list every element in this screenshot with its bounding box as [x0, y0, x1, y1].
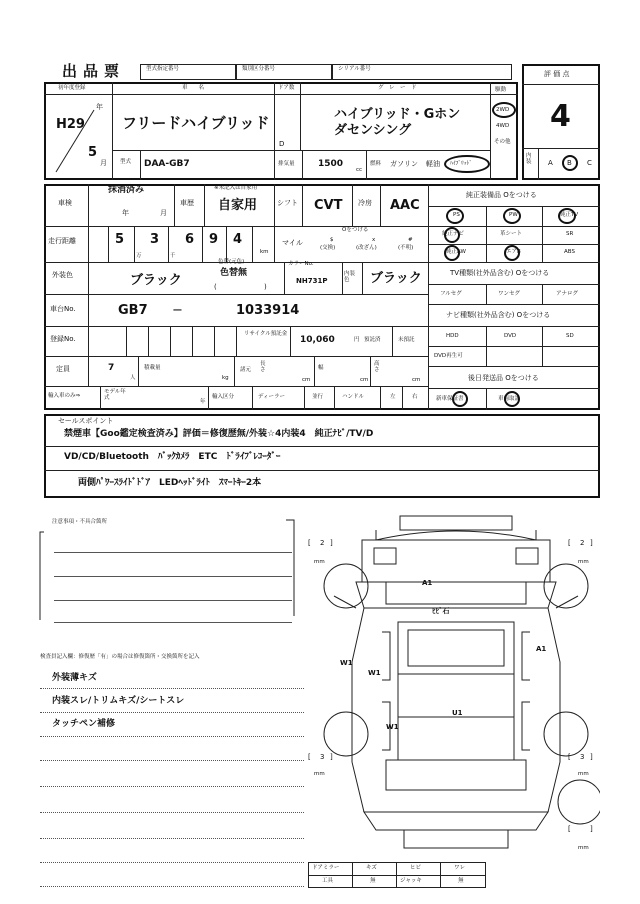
fuel-label: 燃料	[370, 161, 382, 167]
navi-dvd: DVD	[504, 333, 517, 339]
tire-fl-depth: 2	[320, 539, 325, 547]
mileage-sen: 千	[170, 253, 176, 259]
meter-mark3: #	[408, 237, 413, 243]
car-name: フリードハイブリッド	[122, 114, 270, 132]
navi-hdd: HDD	[446, 333, 459, 339]
color-value: ブラック	[130, 273, 182, 288]
month-suffix: 月	[100, 159, 107, 167]
mileage-label: 走行距離	[48, 237, 76, 245]
recycle-value: 10,060	[300, 335, 335, 345]
equip-tv-circle	[558, 208, 579, 224]
car-name-label: 車 名	[182, 85, 205, 91]
handle-label: ハンドル	[342, 394, 365, 400]
dims-label: 諸元	[240, 367, 252, 373]
equip-navi-circle	[444, 227, 460, 243]
tire-fr-mm: mm	[578, 559, 589, 565]
doors-label: ドア数	[278, 85, 295, 91]
load-unit: kg	[222, 375, 229, 381]
spare-open: [	[568, 825, 571, 833]
later-warranty-circle	[452, 391, 468, 407]
damage-hibi-ishi: ﾋﾋﾞ石	[432, 607, 450, 615]
tire-fl-close: ]	[330, 539, 333, 547]
tire-rl-open: [	[308, 753, 311, 761]
capacity-label: 定員	[56, 365, 70, 373]
ruibetsu-label: 類別区分番号	[242, 66, 276, 72]
displacement-value: 1500	[318, 159, 344, 169]
color-paren-open: (	[214, 283, 217, 291]
acc-door-mirror: ドアミラー	[312, 865, 340, 871]
acc-hibi: ヒビ	[410, 865, 422, 871]
interior-b: B	[567, 159, 572, 167]
equip-ps-circle	[446, 208, 464, 224]
acc-tools-value: 無	[370, 878, 376, 884]
handle-left: 左	[390, 394, 396, 400]
recycle-unpaid: 未預託	[398, 337, 415, 343]
recycle-label: リサイクル預託金	[244, 331, 288, 337]
drive-other: その他	[494, 139, 511, 145]
chassis-prefix: GB7	[118, 303, 148, 318]
score-value: 4	[550, 99, 571, 134]
katashiki-label: 型式指定番号	[146, 66, 180, 72]
interior-color-label: 内装色	[344, 271, 356, 283]
tire-fl-open: [	[308, 539, 311, 547]
acc-ware: ワレ	[454, 865, 466, 871]
drive-label: 駆動	[495, 87, 507, 93]
mileage-digit-1: 5	[115, 232, 125, 247]
circle-note: Oをつける	[342, 227, 369, 233]
later-title: 後日発送品 Oをつける	[468, 374, 539, 382]
equip-tv: 純正TV	[560, 212, 579, 218]
tv-oneseg: ワンセグ	[498, 291, 521, 297]
equip-airbag: エアB	[506, 249, 521, 255]
sales-points-line2: VD/CD/Bluetooth ﾊﾞｯｸｶﾒﾗ ETC ﾄﾞﾗｲﾌﾞﾚｺｰﾀﾞｰ	[64, 452, 281, 462]
tire-fl-mm: mm	[314, 559, 325, 565]
sales-points-line3: 両側ﾊﾟﾜｰｽﾗｲﾄﾞﾄﾞｱ LEDﾍｯﾄﾞﾗｲﾄ ｽﾏｰﾄｷｰ2本	[78, 478, 262, 488]
parallel-option: 並行	[312, 394, 324, 400]
acc-jack-value: 無	[458, 878, 464, 884]
mile-label: マイル	[282, 239, 303, 247]
acc-jack: ジャッキ	[400, 878, 422, 884]
first-reg-diagonal	[48, 96, 110, 178]
interior-label: 内装	[526, 153, 532, 165]
caution-bracket	[38, 516, 300, 626]
grade-line2: ダセンシング	[334, 123, 412, 138]
page-title: 出品票	[62, 62, 126, 80]
tv-analog: アナログ	[556, 291, 579, 297]
first-reg-year: H29	[56, 117, 85, 132]
car-damage-diagram	[316, 512, 600, 856]
interior-color-value: ブラック	[370, 271, 422, 286]
acc-tools: 工具	[322, 878, 334, 884]
mileage-man: 万	[136, 253, 142, 259]
model-value: DAA-GB7	[144, 159, 190, 169]
rekisha-note: ※未記入は自家用	[214, 185, 258, 191]
caution-label: 注意事項・不具合箇所	[52, 519, 108, 525]
fuel-gasoline: ガソリン	[390, 160, 418, 168]
tire-rr-depth: 3	[580, 753, 585, 761]
later-warranty: 新車保証書	[436, 396, 464, 402]
length-cm: cm	[302, 377, 311, 383]
tire-rr-mm: mm	[578, 771, 589, 777]
meter-exchange: (交換)	[320, 245, 336, 251]
shaken-year: 年	[122, 209, 129, 217]
note-line3: タッチペン補修	[52, 719, 116, 729]
mileage-digit-2: 3	[150, 232, 160, 247]
chassis-label: 車台No.	[50, 305, 76, 313]
length-label: 長さ	[260, 361, 266, 373]
spare-close: ]	[590, 825, 593, 833]
equip-leather: 革シート	[500, 231, 523, 237]
tire-rl-mm: mm	[314, 771, 325, 777]
interior-c: C	[587, 159, 592, 167]
recycle-paid: 預託済	[364, 337, 381, 343]
damage-a1-right: A1	[536, 645, 547, 653]
tire-fr-depth: 2	[580, 539, 585, 547]
tv-fullseg: フルセグ	[440, 291, 462, 297]
mileage-digit-5: 4	[233, 232, 243, 247]
first-reg-month: 5	[88, 145, 98, 160]
colorno-label: カラーNo.	[288, 261, 314, 267]
tire-rl-depth: 3	[320, 753, 325, 761]
equip-ps: PS	[453, 212, 460, 218]
width-label: 幅	[318, 365, 324, 371]
navi-sd: SD	[566, 333, 574, 339]
note-line2: 内装スレ/トリムキズ/シートスレ	[52, 696, 185, 706]
tire-rl-close: ]	[330, 753, 333, 761]
score-label: 評 価 点	[544, 70, 570, 78]
acc-kizu: キズ	[366, 865, 377, 871]
cooler-label: 冷房	[358, 199, 372, 207]
fuel-hybrid-circle	[444, 155, 490, 173]
tire-fr-close: ]	[590, 539, 593, 547]
damage-a1-front: A1	[422, 579, 433, 587]
damage-w1-door: W1	[368, 669, 381, 677]
color-change-value: 色替無	[220, 268, 248, 278]
dealer-option: ディーラー	[258, 394, 286, 400]
import-label: 輸入車のみ⇒	[48, 393, 81, 399]
equip-airbag-circle	[504, 245, 520, 261]
first-reg-label: 初年度登録	[58, 85, 86, 91]
interior-a: A	[548, 159, 553, 167]
shift-label: シフト	[277, 199, 298, 207]
capacity-value: 7	[108, 363, 115, 373]
serial-label: シリアル番号	[338, 66, 371, 72]
tire-rr-close: ]	[590, 753, 593, 761]
height-label: 高さ	[374, 361, 380, 373]
meter-mark1: $	[330, 237, 334, 243]
equip-aw: 純正AW	[446, 249, 466, 255]
tv-title: TV種類(社外品含む) Oをつける	[450, 269, 550, 277]
equip-navi: 純正ナビ	[442, 231, 465, 237]
shaken-value: 抹消済み	[108, 185, 145, 195]
displacement-label: 排気量	[278, 161, 295, 167]
inspector-label: 検査員記入欄：修復歴「有」の場合は修復箇所・交換箇所を記入	[40, 654, 200, 660]
height-cm: cm	[412, 377, 421, 383]
drive-2wd: 2WD	[496, 107, 510, 113]
recycle-unit: 円	[354, 337, 360, 343]
color-change-label: 色替(元色)	[218, 259, 245, 265]
load-label: 積載量	[144, 365, 161, 371]
drive-4wd: 4WD	[496, 123, 510, 129]
shaken-month: 月	[160, 209, 167, 217]
damage-u1: U1	[452, 709, 463, 717]
cc-unit: cc	[356, 167, 363, 173]
spare-mm: mm	[578, 845, 589, 851]
meter-mark2: x	[372, 237, 376, 243]
tire-fr-open: [	[568, 539, 571, 547]
import-type-label: 輸入区分	[212, 394, 235, 400]
cooler-value: AAC	[390, 198, 420, 213]
colorno-value: NH731P	[296, 277, 328, 285]
grade-label: グ レ ー ド	[378, 85, 417, 91]
handle-right: 右	[412, 394, 418, 400]
mileage-digit-4: 9	[209, 232, 219, 247]
equip-abs: ABS	[564, 249, 575, 255]
mileage-km: km	[260, 249, 269, 255]
regno-label: 登録No.	[50, 335, 76, 343]
sales-points-line1: 禁煙車【Goo鑑定検査済み】評価＝修復歴無/外装☆4内装4 純正ﾅﾋﾞ/TV/D	[64, 429, 374, 439]
width-cm: cm	[360, 377, 369, 383]
damage-w1-left: W1	[340, 659, 353, 667]
oem-title: 純正装備品 Oをつける	[466, 191, 537, 199]
chassis-number: 1033914	[236, 303, 300, 318]
capacity-unit: 人	[130, 375, 136, 381]
dvd-playback: DVD再生可	[434, 353, 463, 359]
shift-value: CVT	[314, 198, 343, 213]
meter-altered: (改ざん)	[356, 245, 377, 251]
chassis-dash: −	[172, 303, 183, 318]
grade-line1: ハイブリッド・Gホン	[334, 107, 461, 122]
rekisha-label: 車歴	[180, 199, 194, 207]
shaken-label: 車検	[58, 199, 72, 207]
tire-rr-open: [	[568, 753, 571, 761]
equip-sr: SR	[566, 231, 574, 237]
damage-w1-rear: W1	[386, 723, 399, 731]
later-manual-circle	[504, 391, 520, 407]
rekisha-value: 自家用	[218, 198, 258, 213]
model-year-label: モデル年式	[104, 389, 126, 401]
door-mark: D	[279, 140, 285, 148]
interior-b-circle	[562, 155, 578, 171]
drive-2wd-circle	[492, 102, 516, 118]
model-year-unit: 年	[200, 399, 206, 405]
note-line1: 外装薄キズ	[52, 673, 97, 683]
later-manual: 車両取説	[498, 396, 521, 402]
equip-aw-circle	[444, 245, 460, 261]
model-label: 型式	[120, 159, 132, 165]
equip-pw-circle	[503, 208, 521, 224]
navi-title: ナビ種類(社外品含む) Oをつける	[446, 311, 551, 319]
color-label: 外装色	[52, 271, 73, 279]
year-suffix: 年	[96, 103, 103, 111]
meter-unknown: (不明)	[398, 245, 414, 251]
mileage-digit-3: 6	[185, 232, 195, 247]
color-paren-close: )	[264, 283, 267, 291]
equip-pw: PW	[509, 212, 518, 218]
fuel-diesel: 軽油	[426, 160, 440, 168]
fuel-hybrid: ﾊｲﾌﾞﾘｯﾄﾞ	[450, 161, 473, 167]
sales-points-label: セールスポイント	[58, 417, 114, 425]
